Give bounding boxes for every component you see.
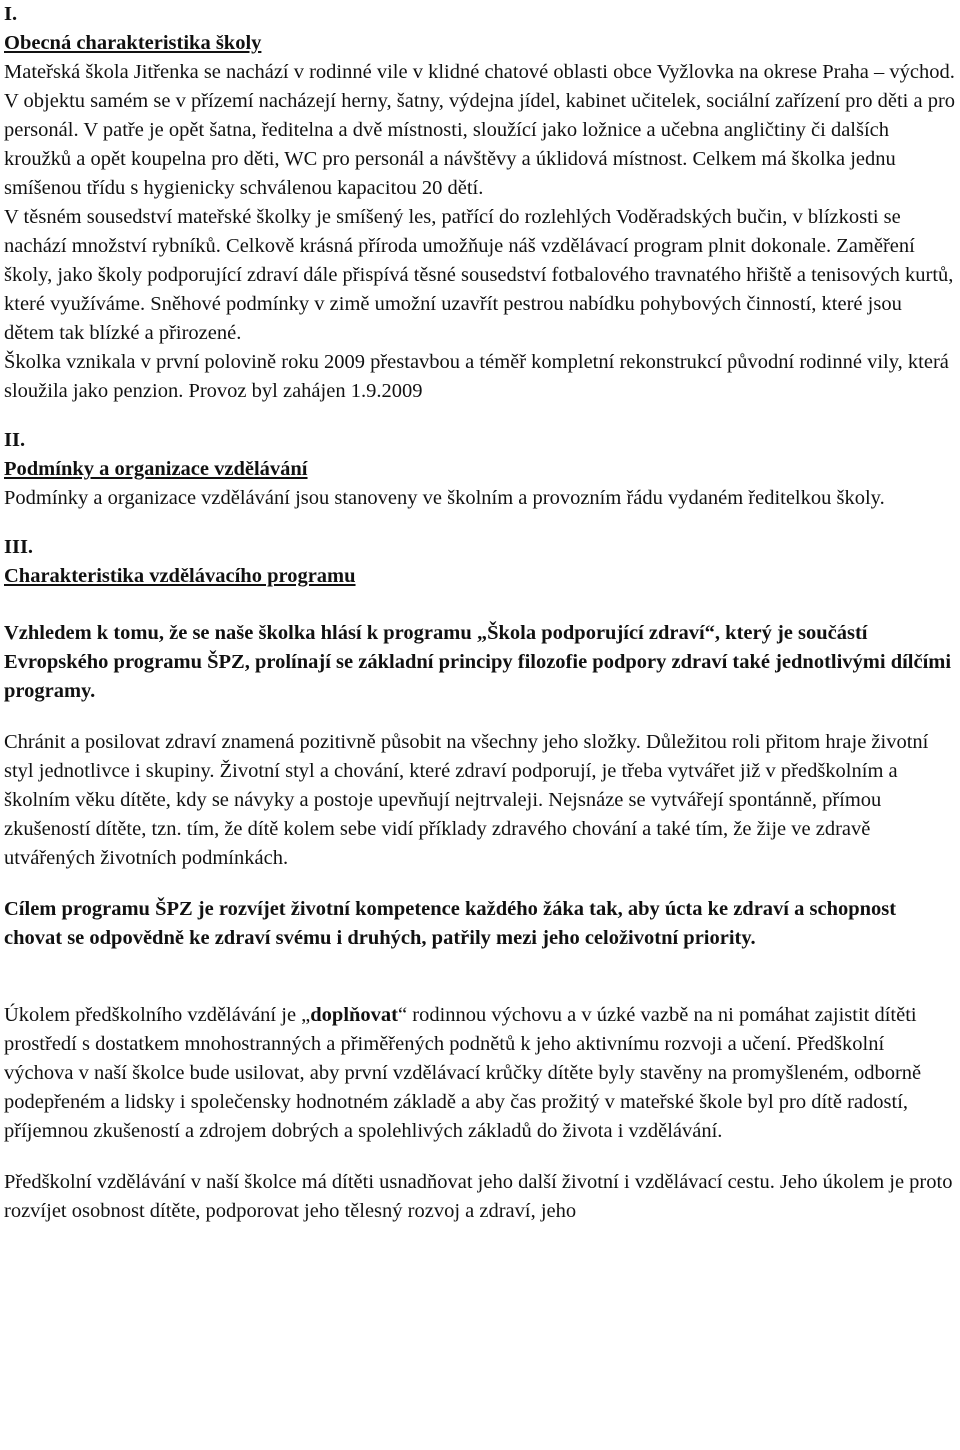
spacer <box>4 513 956 533</box>
section-1-title: Obecná charakteristika školy <box>4 32 262 54</box>
section-3-title: Charakteristika vzdělávacího programu <box>4 565 356 587</box>
section-3-health-paragraph: Chránit a posilovat zdraví znamená pozitivně působit na všechny jeho složky. Důležitou roli přitom hraje životní styl jednotlivce i skupiny. Životní styl a chování, které zdraví podporují, je třeba vytvářet již v předškolním a školním věku dítěte, kdy se návyky a postoje upevňují nejtrvaleji. Nejsnáze se vytvářejí spontánně, přímou zkušeností dítěte, tzn. tím, že dítě kolem sebe vidí příklady zdravého chování a také tím, že žije ve zdravě utvářených životních podmínkách. <box>4 731 929 869</box>
section-3-task-paragraph <box>4 1001 956 1146</box>
section-3-number: III. <box>4 536 34 558</box>
task-text-after: “ rodinnou výchovu a v úzké vazbě na ni pomáhat zajistit dítěti prostředí s dostatkem mnohostranných a přiměřených podnětů k jeho aktivnímu rozvoji a učení. Předškolní výchova v naší školce bude usilovat, aby první vzdělávací krůčky dítěte byly stavěny na promyšleném, odborně podepřeném a lidsky i společensky hodnotném základě a aby čas prožitý v mateřské škole byl pro dítě radostí, příjemnou zkušeností a zdrojem dobrých a spolehlivých základů do života i vzdělávání. <box>4 1004 922 1142</box>
spacer <box>4 591 956 619</box>
section-1-paragraph-2: V těsném sousedství mateřské školky je smíšený les, patřící do rozlehlých Voděradských bučin, v blízkosti se nachází množství rybníků. Celkově krásná příroda umožňuje náš vzdělávací program plnit dokonale. Zaměření školy, jako školy podporující zdraví dále přispívá těsné sousedství fotbalového travnatého hřiště a tenisových kurtů, které využíváme. Sněhové podmínky v zimě umožní uzavřít pestrou nabídku pohybových činností, které jsou dětem tak blízké a přirozené. <box>4 206 954 344</box>
spacer <box>4 873 956 895</box>
section-1-paragraph-1: Mateřská škola Jitřenka se nachází v rodinné vile v klidné chatové oblasti obce Vyžlovka na okrese Praha – východ. V objektu samém se v přízemí nacházejí herny, šatny, výdejna jídel, kabinet učitelek, sociální zařízení pro děti a pro personál. V patře je opět šatna, ředitelna a dvě místnosti, sloužící jako ložnice a učebna angličtiny či dalších kroužků a opět koupelna pro děti, WC pro personál a návštěvy a úklidová místnost. Celkem má školka jednu smíšenou třídu s hygienicky schválenou kapacitou 20 dětí. <box>4 61 956 199</box>
spacer <box>4 1146 956 1168</box>
section-1-paragraph-3: Školka vznikala v první polovině roku 2009 přestavbou a téměř kompletní rekonstrukcí původní rodinné vily, která sloužila jako penzion. Provoz byl zahájen 1.9.2009 <box>4 351 949 402</box>
spacer <box>4 953 956 1001</box>
section-2-paragraph: Podmínky a organizace vzdělávání jsou stanoveny ve školním a provozním řádu vydaném ředitelkou školy. <box>4 487 885 509</box>
section-2-title: Podmínky a organizace vzdělávání <box>4 458 308 480</box>
spacer <box>4 406 956 426</box>
task-text-bold: doplňovat <box>310 1004 399 1026</box>
section-3-final-paragraph: Předškolní vzdělávání v naší školce má dítěti usnadňovat jeho další životní i vzdělávací cestu. Jeho úkolem je proto rozvíjet osobnost dítěte, podporovat jeho tělesný rozvoj a zdraví, jeho <box>4 1171 953 1222</box>
section-3-bold-intro: Vzhledem k tomu, že se naše školka hlásí k programu „Škola podporující zdraví“, který je součástí Evropského programu ŠPZ, prolínají se základní principy filozofie podpory zdraví také jednotlivými dílčími programy. <box>4 622 952 702</box>
task-text-before: Úkolem předškolního vzdělávání je „ <box>4 1004 311 1026</box>
spacer <box>4 706 956 728</box>
section-3-goal-paragraph: Cílem programu ŠPZ je rozvíjet životní kompetence každého žáka tak, aby úcta ke zdraví a schopnost chovat se odpovědně ke zdraví svému i druhých, patřily mezi jeho celoživotní priority. <box>4 898 897 949</box>
section-2-number: II. <box>4 429 26 451</box>
section-1-number: I. <box>4 3 18 25</box>
